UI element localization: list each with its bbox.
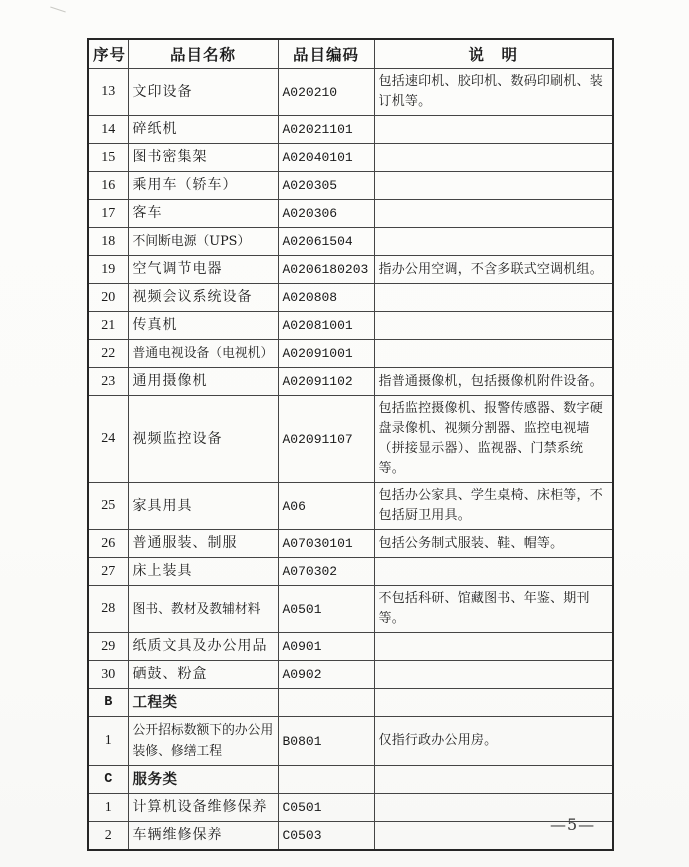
table-row (88, 586, 613, 633)
item-code-cell: A07030101 (278, 530, 374, 558)
item-name-cell: 乘用车（轿车） (128, 172, 278, 200)
item-name-cell: 纸质文具及办公用品 (128, 633, 278, 661)
table-row (88, 396, 613, 483)
item-name-cell: 碎纸机 (128, 116, 278, 144)
item-name-cell: 图书、教材及教辅材料 (128, 586, 278, 633)
item-name-cell: 空气调节电器 (128, 256, 278, 284)
item-code-cell: A070302 (278, 558, 374, 586)
item-code-cell: A020306 (278, 200, 374, 228)
table-row (88, 633, 613, 661)
table-row (88, 200, 613, 228)
item-note-cell: 包括监控摄像机、报警传感器、数字硬盘录像机、视频分割器、监控电视墙（拼接显示器）、监视器、门禁系统等。 (374, 396, 613, 483)
item-note-cell: 不包括科研、馆藏图书、年鉴、期刊等。 (374, 586, 613, 633)
row-index-cell: B (88, 689, 128, 717)
item-note-cell: 包括速印机、胶印机、数码印刷机、装订机等。 (374, 69, 613, 116)
item-note-cell (374, 661, 613, 689)
item-name-cell: 普通服装、制服 (128, 530, 278, 558)
item-note-cell (374, 633, 613, 661)
item-note-cell (374, 558, 613, 586)
item-name-cell: 视频监控设备 (128, 396, 278, 483)
table-row (88, 483, 613, 530)
header-description: 说 明 (374, 39, 613, 69)
row-index-cell: 1 (88, 794, 128, 822)
item-note-cell: 指普通摄像机，包括摄像机附件设备。 (374, 368, 613, 396)
row-index-cell: 29 (88, 633, 128, 661)
item-code-cell: A0901 (278, 633, 374, 661)
item-code-cell: A02081001 (278, 312, 374, 340)
row-index-cell: 26 (88, 530, 128, 558)
item-note-cell (374, 284, 613, 312)
row-index-cell: 24 (88, 396, 128, 483)
item-code-cell: A020808 (278, 284, 374, 312)
procurement-catalog-table (87, 38, 614, 851)
table-row (88, 794, 613, 822)
item-code-cell: A0902 (278, 661, 374, 689)
item-note-cell: 包括办公家具、学生桌椅、床柜等，不包括厨卫用具。 (374, 483, 613, 530)
row-index-cell: 1 (88, 717, 128, 766)
scan-artifact (50, 7, 66, 13)
row-index-cell: C (88, 766, 128, 794)
item-name-cell: 传真机 (128, 312, 278, 340)
item-code-cell: C0503 (278, 822, 374, 851)
row-index-cell: 2 (88, 822, 128, 851)
item-code-cell: A02040101 (278, 144, 374, 172)
item-code-cell: A02061504 (278, 228, 374, 256)
item-name-cell: 车辆维修保养 (128, 822, 278, 851)
item-note-cell (374, 172, 613, 200)
section-row (88, 689, 613, 717)
row-index-cell: 22 (88, 340, 128, 368)
item-code-cell: B0801 (278, 717, 374, 766)
row-index-cell: 30 (88, 661, 128, 689)
item-code-cell: A02091107 (278, 396, 374, 483)
table-row (88, 530, 613, 558)
item-note-cell: 包括公务制式服装、鞋、帽等。 (374, 530, 613, 558)
table-row (88, 256, 613, 284)
item-name-cell: 硒鼓、粉盒 (128, 661, 278, 689)
item-code-cell: A020210 (278, 69, 374, 116)
item-note-cell (374, 228, 613, 256)
table-row (88, 172, 613, 200)
row-index-cell: 23 (88, 368, 128, 396)
row-index-cell: 14 (88, 116, 128, 144)
item-note-cell: 仅指行政办公用房。 (374, 717, 613, 766)
row-index-cell: 17 (88, 200, 128, 228)
table-row (88, 558, 613, 586)
item-name-cell: 服务类 (128, 766, 278, 794)
row-index-cell: 21 (88, 312, 128, 340)
item-code-cell: A02091102 (278, 368, 374, 396)
item-name-cell: 公开招标数额下的办公用装修、修缮工程 (128, 717, 278, 766)
item-name-cell: 计算机设备维修保养 (128, 794, 278, 822)
item-code-cell: A020305 (278, 172, 374, 200)
row-index-cell: 19 (88, 256, 128, 284)
item-code-cell: A0501 (278, 586, 374, 633)
table-row (88, 312, 613, 340)
row-index-cell: 15 (88, 144, 128, 172)
row-index-cell: 20 (88, 284, 128, 312)
header-row (88, 39, 613, 69)
item-name-cell: 普通电视设备（电视机） (128, 340, 278, 368)
item-name-cell: 图书密集架 (128, 144, 278, 172)
item-note-cell: 指办公用空调，不含多联式空调机组。 (374, 256, 613, 284)
table-row (88, 368, 613, 396)
item-note-cell (374, 200, 613, 228)
header-index: 序号 (88, 39, 128, 69)
table-row (88, 228, 613, 256)
table-row (88, 144, 613, 172)
table-row (88, 116, 613, 144)
row-index-cell: 25 (88, 483, 128, 530)
item-name-cell: 床上装具 (128, 558, 278, 586)
item-note-cell (374, 689, 613, 717)
page-number: —5— (550, 815, 596, 834)
item-code-cell: C0501 (278, 794, 374, 822)
item-name-cell: 工程类 (128, 689, 278, 717)
item-note-cell (374, 312, 613, 340)
item-name-cell: 客车 (128, 200, 278, 228)
table-row (88, 717, 613, 766)
row-index-cell: 18 (88, 228, 128, 256)
item-note-cell (374, 766, 613, 794)
item-code-cell: A0206180203 (278, 256, 374, 284)
item-code-cell: A06 (278, 483, 374, 530)
row-index-cell: 28 (88, 586, 128, 633)
item-name-cell: 家具用具 (128, 483, 278, 530)
table-row (88, 661, 613, 689)
item-code-cell (278, 766, 374, 794)
row-index-cell: 27 (88, 558, 128, 586)
item-code-cell: A02021101 (278, 116, 374, 144)
item-name-cell: 不间断电源（UPS） (128, 228, 278, 256)
table-row (88, 69, 613, 116)
item-note-cell (374, 144, 613, 172)
item-code-cell (278, 689, 374, 717)
item-code-cell: A02091001 (278, 340, 374, 368)
row-index-cell: 16 (88, 172, 128, 200)
item-name-cell: 文印设备 (128, 69, 278, 116)
table-row (88, 284, 613, 312)
table-row (88, 340, 613, 368)
section-row (88, 766, 613, 794)
table-body (88, 69, 613, 851)
header-item-code: 品目编码 (278, 39, 374, 69)
table-header (88, 39, 613, 69)
item-note-cell (374, 116, 613, 144)
header-item-name: 品目名称 (128, 39, 278, 69)
item-name-cell: 视频会议系统设备 (128, 284, 278, 312)
item-name-cell: 通用摄像机 (128, 368, 278, 396)
table-row (88, 822, 613, 851)
item-note-cell (374, 340, 613, 368)
row-index-cell: 13 (88, 69, 128, 116)
